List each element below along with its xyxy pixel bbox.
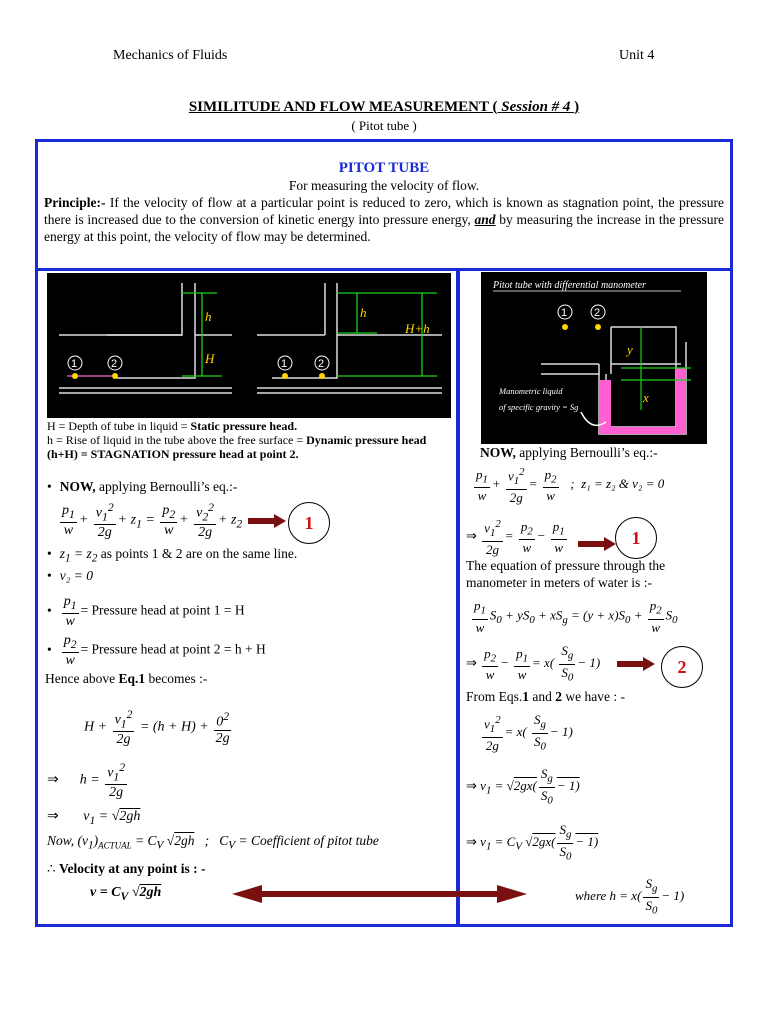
from-have: we have : - [562, 689, 625, 704]
fig-label-H: H [205, 351, 215, 366]
eq1-marker-left: 1 [288, 502, 330, 544]
p1-text: = Pressure head at point 1 = H [80, 602, 245, 618]
hence-eq1: Eq.1 [118, 671, 146, 686]
principle-text-2: by measuring the increase in the pressure energy at this point, the velocity of flow may be determined. [44, 212, 725, 244]
pitot-tube-figure [47, 273, 451, 418]
manometer-equation-text: The equation of pressure through the manometer in meters of water is :- [466, 558, 666, 590]
eq1-arrow-left [248, 514, 286, 528]
fig-label-Hh: H+h [405, 321, 430, 336]
hence-text: Hence above [45, 671, 119, 686]
right-now-line [480, 444, 658, 461]
v1-equation: ⇒ $v_1 = √2gh$ [47, 809, 141, 827]
from-eq1: 1 [522, 689, 530, 704]
page-subtitle: ( Pitot tube ) [351, 118, 417, 133]
course-title: Mechanics of Fluids [113, 48, 228, 63]
v2-zero-text: v₂ = 0 [59, 568, 94, 583]
v1-cv-equation: ⇒ $v_1 = C_V$ √2gx( $\frac{S_g}{S_0}$ − 1) [466, 822, 599, 863]
left-applying: applying Bernoulli’s eq.:- [95, 479, 238, 494]
principle-box [35, 139, 733, 271]
fig-label-h2: h [360, 305, 367, 320]
manometer-equation: $\frac{p_1}{w}$ $S_0 + yS_0 + xS_g = (y + x)S_0$ + $\frac{p_2}{w}$ $S_0$ [474, 598, 678, 635]
page-title [0, 99, 768, 116]
manometric-liquid-line2: of specific gravity = Sg [499, 402, 579, 412]
from-eqs-line [466, 688, 625, 705]
velocity-label: Velocity at any point is : - [58, 861, 206, 876]
manometer-label-x: x [643, 390, 649, 405]
bernoulli-equation-left: $\frac{p_1}{w}$ + $\frac{v_1^2}{2g}$ + $z_1$ = $\frac{p_2}{w}$ + $\frac{v_2^2}{2g}$ + $z_2$ [62, 501, 243, 541]
velocity-formula-text: v = C [90, 885, 121, 900]
where-text: where h = x [575, 888, 638, 904]
definitions [47, 419, 457, 461]
left-now-line [47, 478, 237, 495]
title-session: Session # 4 [501, 99, 571, 115]
right-now: NOW, [480, 445, 516, 460]
pitot-tube-heading: PITOT TUBE [338, 160, 430, 176]
actual-velocity: Now, $(v_1)_{ACTUAL} = C_V$ √2gh ; $C_V$ = Coefficient of pitot tube [47, 833, 379, 852]
velocity-formula: $v = C_V$ √2gh [90, 885, 162, 903]
from-and: and [529, 689, 556, 704]
svg-text:2: 2 [318, 358, 325, 370]
principle-paragraph [38, 194, 730, 245]
unit-label: Unit 4 [619, 48, 655, 63]
H-definition-bold: Static pressure head. [190, 419, 298, 433]
z-note-text: as points 1 & 2 are on the same line. [100, 546, 298, 561]
title-main: SIMILITUDE AND FLOW MEASUREMENT ( [188, 99, 498, 115]
stagnation-definition: (h+H) = STAGNATION pressure head at point 2. [47, 447, 299, 461]
substituted-equation: H + $\frac{v_1^2}{2g}$ = (h + H) + $\frac{0^2}{2g}$ [84, 708, 230, 748]
where-h-equation: where h = x( $\frac{S_g}{S_0}$ − 1) [575, 876, 685, 917]
therefore-symbol: ∴ [47, 861, 56, 876]
manometer-title: Pitot tube with differential manometer [493, 280, 646, 291]
principle-text-1: If the velocity of flow at a particular point is reduced to zero, which is known as stagnation point, the pressure there is increased due to the conversion of kinetic energy into pressure energy, [44, 195, 724, 227]
v1-manometer-equation: ⇒ $v_1 = √2gx$( $\frac{S_g}{S_0}$ − 1) [466, 766, 580, 807]
manometer-label-y: y [627, 342, 633, 357]
h-definition: h = Rise of liquid in the tube above the free surface = [47, 433, 307, 447]
title-close: ) [574, 99, 580, 115]
differential-manometer-figure [481, 272, 707, 444]
p2-definition: • $\frac{p_2}{w}$ = Pressure head at point 2 = h + H [47, 633, 266, 668]
coefficient-text: = Coefficient of pitot tube [238, 833, 379, 848]
svg-text:1: 1 [71, 358, 78, 370]
point-2-label: 2 [594, 307, 601, 319]
hence-becomes: becomes :- [145, 671, 208, 686]
bernoulli-equation-right: $\frac{p_1}{w}$ + $\frac{v_1^2}{2g}$ = $\frac{p_2}{w}$ ; z₁ = z₂ & v₂ = 0 [476, 466, 665, 505]
z-note: • $z_1 = z_2$ as points 1 & 2 are on the same line. [47, 545, 297, 568]
velocity-head-equation: ⇒ $\frac{v_1^2}{2g}$ = $\frac{p_2}{w}$ − $\frac{p_1}{w}$ [466, 518, 565, 557]
hence-line [45, 670, 207, 687]
eq1-marker-right: 1 [615, 517, 657, 559]
purpose-text: For measuring the velocity of flow. [288, 178, 480, 193]
eq2-marker: 2 [661, 646, 703, 688]
velocity-label-line [47, 860, 205, 877]
h-definition-bold: Dynamic pressure head [306, 433, 427, 447]
h-equation: ⇒ h = $\frac{v_1^2}{2g}$ [47, 761, 126, 801]
principle-label: Principle:- [44, 195, 106, 210]
left-now: NOW, [59, 479, 96, 494]
svg-text:1: 1 [281, 358, 288, 370]
eq2-arrow [617, 657, 655, 671]
svg-text:2: 2 [111, 358, 118, 370]
p2-text: = Pressure head at point 2 = h + H [80, 641, 266, 657]
point-1-label: 1 [561, 307, 568, 319]
combined-equation: $\frac{v_1^2}{2g}$ = x( $\frac{S_g}{S_0}$ − 1) [484, 712, 573, 754]
from-text: From Eqs. [466, 689, 523, 704]
right-applying: applying Bernoulli’s eq.:- [515, 445, 658, 460]
manometric-liquid-line1: Manometric liquid [499, 386, 563, 396]
principle-and: and [474, 212, 496, 227]
p1-definition: • $\frac{p_1}{w}$ = Pressure head at point 1 = H [47, 594, 245, 629]
right-condition: z₁ = z₂ & v₂ = 0 [581, 475, 665, 491]
pressure-difference-equation: ⇒ $\frac{p_2}{w}$ − $\frac{p_1}{w}$ = x( $\frac{S_g}{S_0}$ − 1) [466, 643, 601, 684]
eq1-arrow-right [578, 537, 616, 551]
double-arrow [232, 885, 527, 903]
from-eq2: 2 [555, 689, 563, 704]
H-definition: H = Depth of tube in liquid = [47, 419, 191, 433]
v2-zero [47, 567, 93, 584]
cv-symbol: C [219, 833, 229, 848]
fig-label-h: h [205, 309, 212, 324]
now-actual: Now, [47, 833, 75, 848]
